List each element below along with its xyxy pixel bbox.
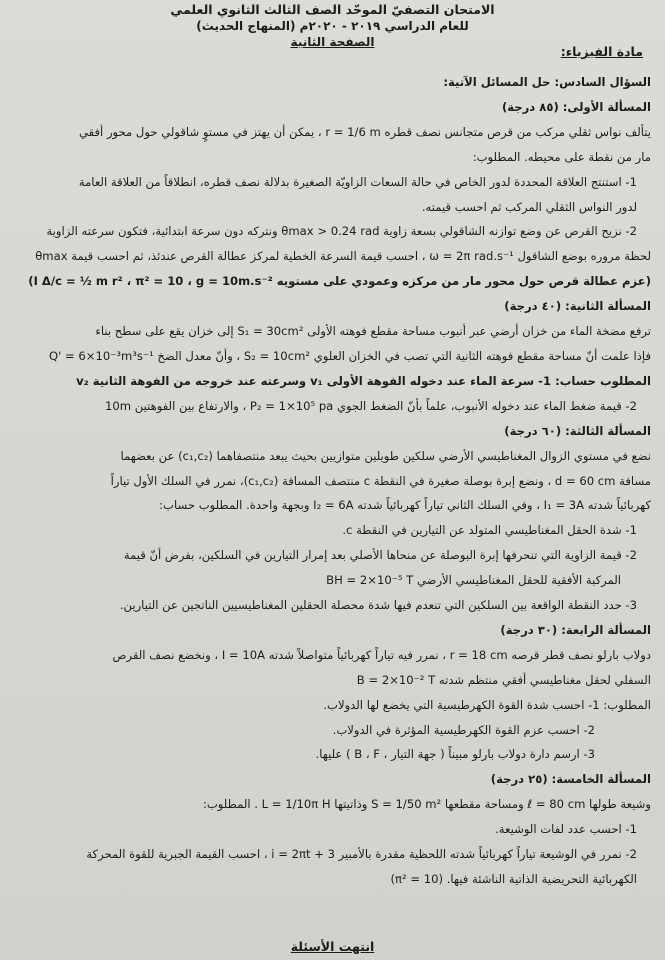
text-line: 2- احسب عزم القوة الكهرطيسية المؤثرة في الدولاب. bbox=[332, 722, 595, 737]
text-line: 2- نزيح القرص عن وضع توازنه الشاقولي بسعة زاوية θmax > 0.24 rad ونتركه دون سرعة ابتدائية، فتكون سرعته الزاوية bbox=[46, 224, 637, 239]
text-line: كهربائياً شدته I₁ = 3A ، وفي السلك الثاني تياراً كهربائياً شدته I₂ = 6A وبجهة واحدة. المطلوب حساب: bbox=[159, 498, 651, 513]
text-line: نضع في مستوي الزوال المغناطيسي الأرضي سلكين طويلين متوازيين بحيث يبعد منتصفاهما (c₁,c₂) عن بعضهما bbox=[120, 448, 651, 463]
end-of-questions: انتهت الأسئلة bbox=[290, 939, 375, 954]
section-heading: المسألة الأولى: (٨٥ درجة) bbox=[501, 99, 651, 114]
text-line: فإذا علمت أنّ مساحة مقطع فوهته الثانية التي تصب في الخزان العلوي S₂ = 10cm² ، وأنّ معدل الضخ Q' = 6×10⁻³m³s⁻¹ bbox=[48, 348, 651, 363]
text-line: 3- حدد النقطة الواقعة بين السلكين التي تنعدم فيها شدة محصلة الحقلين المغناطيسيين الناتجين عن التيارين. bbox=[119, 598, 637, 613]
section-heading: المسألة الثالثة: (٦٠ درجة) bbox=[504, 423, 651, 438]
section-heading: المسألة الثانية: (٤٠ درجة) bbox=[504, 299, 651, 314]
text-line: مار من نقطة على محيطه. المطلوب: bbox=[472, 149, 651, 164]
text-line: 1- شدة الحقل المغناطيسي المتولد عن التيارين في النقطة c. bbox=[342, 523, 637, 538]
subject-label: مادة الفيزياء: bbox=[560, 44, 643, 59]
text-line: 1- استنتج العلاقة المحددة لدور الخاص في حالة السعات الزاويّة الصغيرة بدلالة نصف قطره، انطلاقاً من العلاقة العامة bbox=[78, 174, 637, 189]
header-year: للعام الدراسي ٢٠١٩ - ٢٠٢٠م (المنهاج الحديث) bbox=[196, 19, 469, 33]
exam-header bbox=[10, 2, 655, 50]
text-line: ترفع مضخة الماء من خزان أرضي عبر أنبوب مساحة مقطع فوهته الأولى S₁ = 30cm² إلى خزان يقع على سطح بناء bbox=[95, 324, 651, 339]
text-line: 2- قيمة ضغط الماء عند دخوله الأنبوب، علماً بأنّ الضغط الجوي P₂ = 1×10⁵ pa ، والارتفاع بين الفوهتين 10m bbox=[105, 398, 637, 413]
text-line: لدور النواس الثقلي المركب ثم احسب قيمته. bbox=[421, 199, 637, 214]
header-title: الامتحان التصفيّ الموحّد الصف الثالث الثانوي العلمي bbox=[170, 2, 495, 17]
text-line: وشيعة طولها ℓ = 80 cm ومساحة مقطعها S = 1/50 m² وذاتيتها L = 1/10π H . المطلوب: bbox=[202, 797, 651, 812]
header-page: الصفحة الثانية bbox=[290, 35, 375, 49]
text-line: يتألف نواس ثقلي مركب من قرص متجانس نصف قطره r = 1/6 m ، يمكن أن يهتز في مستوٍ شاقولي حول محور أفقي bbox=[78, 124, 651, 139]
section-heading: المسألة الرابعة: (٣٠ درجة) bbox=[500, 622, 651, 637]
text-line: 1- احسب عدد لفات الوشيعة. bbox=[495, 822, 637, 837]
text-line: 3- ارسم دارة دولاب بارلو مبيناً ( جهة التيار ، B ، F ) عليها. bbox=[315, 747, 595, 762]
text-line: المركبة الأفقية للحقل المغناطيسي الأرضي BH = 2×10⁻⁵ T bbox=[326, 573, 621, 588]
exam-body bbox=[12, 70, 651, 892]
section-heading: السؤال السادس: حل المسائل الآتية: bbox=[443, 75, 651, 89]
text-line: السفلي لحقل مغناطيسي أفقي منتظم شدته B = 2×10⁻² T bbox=[356, 672, 651, 687]
text-line: لحظة مروره بوضع الشاقول ω = 2π rad.s⁻¹ ، احسب قيمة السرعة الخطية لمركز عطالة القرص عندئذ، ثم احسب قيمة θmax bbox=[35, 249, 651, 264]
text-line: دولاب بارلو نصف قطر قرصه r = 18 cm ، نمرر فيه تياراً كهربائياً متواصلاً شدته I = 10A ، ونخضع نصف القرص bbox=[112, 647, 651, 662]
text-line: مسافة d = 60 cm ، ونضع إبرة بوصلة صغيرة في النقطة c منتصف المسافة (c₁,c₂)، نمرر في السلك الأول تياراً bbox=[110, 473, 651, 488]
section-heading: (عزم عطالة قرص حول محور مار من مركزه وعمودي على مستويه I Δ/c = ½ m r² ، π² = 10 ، g = 10m.s⁻²) bbox=[28, 274, 651, 289]
text-line: 2- نمرر في الوشيعة تياراً كهربائياً شدته اللحظية مقدرة بالأمبير i = 2πt + 3 ، احسب القيمة الجبرية للقوة المحركة bbox=[86, 847, 637, 862]
section-heading: المطلوب حساب: 1- سرعة الماء عند دخوله الفوهة الأولى v₁ وسرعته عند خروجه من الفوهة الثانية v₂ bbox=[76, 373, 651, 388]
text-line: المطلوب: 1- احسب شدة القوة الكهرطيسية التي يخضع لها الدولاب. bbox=[323, 697, 651, 712]
text-line: الكهربائية التحريضية الذاتية الناشئة فيها. (π² = 10) bbox=[390, 872, 637, 886]
text-line: 2- قيمة الزاوية التي تنحرفها إبرة البوصلة عن منحاها الأصلي بعد إمرار التيارين في السلكين، بفرض أنّ قيمة bbox=[123, 548, 637, 563]
section-heading: المسألة الخامسة: (٢٥ درجة) bbox=[490, 772, 651, 787]
